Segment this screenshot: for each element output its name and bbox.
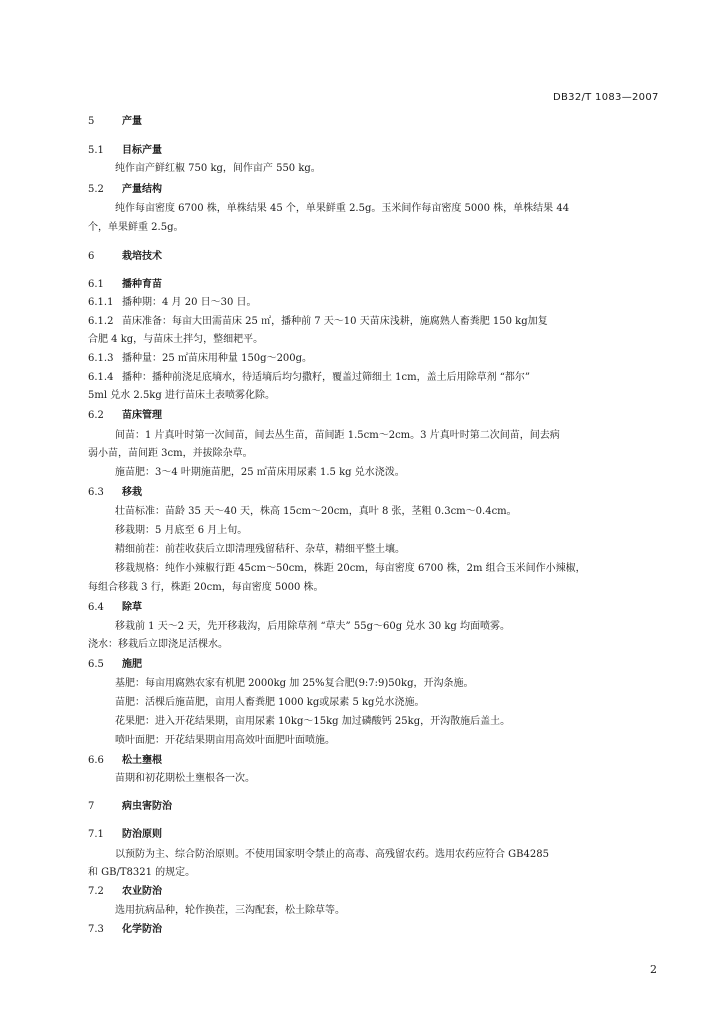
paragraph-line: 和 GB/T8321 的规定。 <box>88 867 196 878</box>
section-heading: 7 病虫害防治 <box>88 801 172 812</box>
paragraph-line: 移栽规格：纯作小辣椒行距 45cm～50cm，株距 20cm，每亩密度 6700 株，2m 组合玉米间作小辣椒， <box>115 563 586 574</box>
subsection-heading: 5.2 产量结构 <box>88 184 162 195</box>
paragraph-line: 移栽前 1 天～2 天，先开移栽沟，后用除草剂 “草夫” 55g～60g 兑水 30 kg 均面喷雾。 <box>115 621 510 632</box>
paragraph-line: 选用抗病品种，轮作换茬，三沟配套，松土除草等。 <box>115 905 345 916</box>
paragraph-line: 基肥：每亩用腐熟农家有机肥 2000kg 加 25%复合肥(9:7:9)50kg，开沟条施。 <box>115 678 474 689</box>
clause-line: 6.1.1 播种期：4 月 20 日～30 日。 <box>88 297 257 308</box>
paragraph-line: 5ml 兑水 2.5kg 进行苗床土表喷雾化除。 <box>88 390 275 401</box>
page-number: 2 <box>650 963 657 976</box>
section-heading: 6 栽培技术 <box>88 251 162 262</box>
subsection-heading: 7.3 化学防治 <box>88 924 162 935</box>
subsection-heading: 6.3 移栽 <box>88 487 142 498</box>
subsection-heading: 6.1 播种育苗 <box>88 279 162 290</box>
section-heading: 5 产量 <box>88 116 142 127</box>
subsection-heading: 6.2 苗床管理 <box>88 410 162 421</box>
paragraph-line: 移栽期：5 月底至 6 月上旬。 <box>115 525 248 536</box>
subsection-heading: 7.2 农业防治 <box>88 886 162 897</box>
subsection-heading: 6.4 除草 <box>88 602 142 613</box>
subsection-heading: 7.1 防治原则 <box>88 829 162 840</box>
subsection-heading: 6.6 松土壅根 <box>88 755 162 766</box>
paragraph-line: 合肥 4 kg，与苗床土拌匀，整细耙平。 <box>88 334 264 345</box>
paragraph-line: 以预防为主、综合防治原则。不使用国家明令禁止的高毒、高残留农药。选用农药应符合 GB4285 <box>115 849 549 860</box>
paragraph-line: 苗期和初花期松土壅根各一次。 <box>115 773 255 784</box>
paragraph-line: 弱小苗，苗间距 3cm，并拔除杂草。 <box>88 448 253 459</box>
paragraph-line: 每组合移栽 3 行，株距 20cm，每亩密度 5000 株。 <box>88 582 324 593</box>
paragraph-line: 浇水：移栽后立即浇足活棵水。 <box>88 639 228 650</box>
paragraph-line: 花果肥：进入开花结果期，亩用尿素 10kg～15kg 加过磷酸钙 25kg，开沟散施后盖土。 <box>115 716 511 727</box>
subsection-heading: 5.1 目标产量 <box>88 145 162 156</box>
subsection-heading: 6.5 施肥 <box>88 659 142 670</box>
clause-line: 6.1.2 苗床准备：每亩大田需苗床 25 ㎡，播种前 7 天～10 天苗床浅耕，施腐熟人畜粪肥 150 kg加复 <box>88 316 548 327</box>
paragraph-line: 壮苗标准：苗龄 35 天～40 天，株高 15cm～20cm，真叶 8 张，茎粗 0.3cm～0.4cm。 <box>115 506 517 517</box>
paragraph-line: 精细前茬：前茬收获后立即清理残留秸秆、杂草，精细平整土壤。 <box>115 544 405 555</box>
standard-code: DB32/T 1083—2007 <box>553 92 659 103</box>
paragraph-line: 苗肥：活棵后施苗肥，亩用人畜粪肥 1000 kg或尿素 5 kg兑水浇施。 <box>115 697 425 708</box>
paragraph-line: 纯作亩产鲜红椒 750 kg，间作亩产 550 kg。 <box>115 163 321 174</box>
paragraph-line: 施苗肥：3～4 叶期施苗肥，25 ㎡苗床用尿素 1.5 kg 兑水浇泼。 <box>115 467 405 478</box>
paragraph-line: 纯作每亩密度 6700 株，单株结果 45 个，单果鲜重 2.5g。玉米间作每亩密度 5000 株，单株结果 44 <box>115 203 570 214</box>
clause-line: 6.1.4 播种：播种前浇足底墒水，待适墒后均匀撒籽，覆盖过筛细土 1cm，盖土后用除草剂 “都尔” <box>88 372 531 383</box>
clause-line: 6.1.3 播种量：25 ㎡苗床用种量 150g～200g。 <box>88 353 313 364</box>
paragraph-line: 间苗：1 片真叶时第一次间苗，间去丛生苗，苗间距 1.5cm～2cm。3 片真叶时第二次间苗，间去病 <box>115 430 560 441</box>
paragraph-line: 个，单果鲜重 2.5g。 <box>88 222 184 233</box>
paragraph-line: 喷叶面肥：开花结果期亩用高效叶面肥叶面喷施。 <box>115 735 335 746</box>
